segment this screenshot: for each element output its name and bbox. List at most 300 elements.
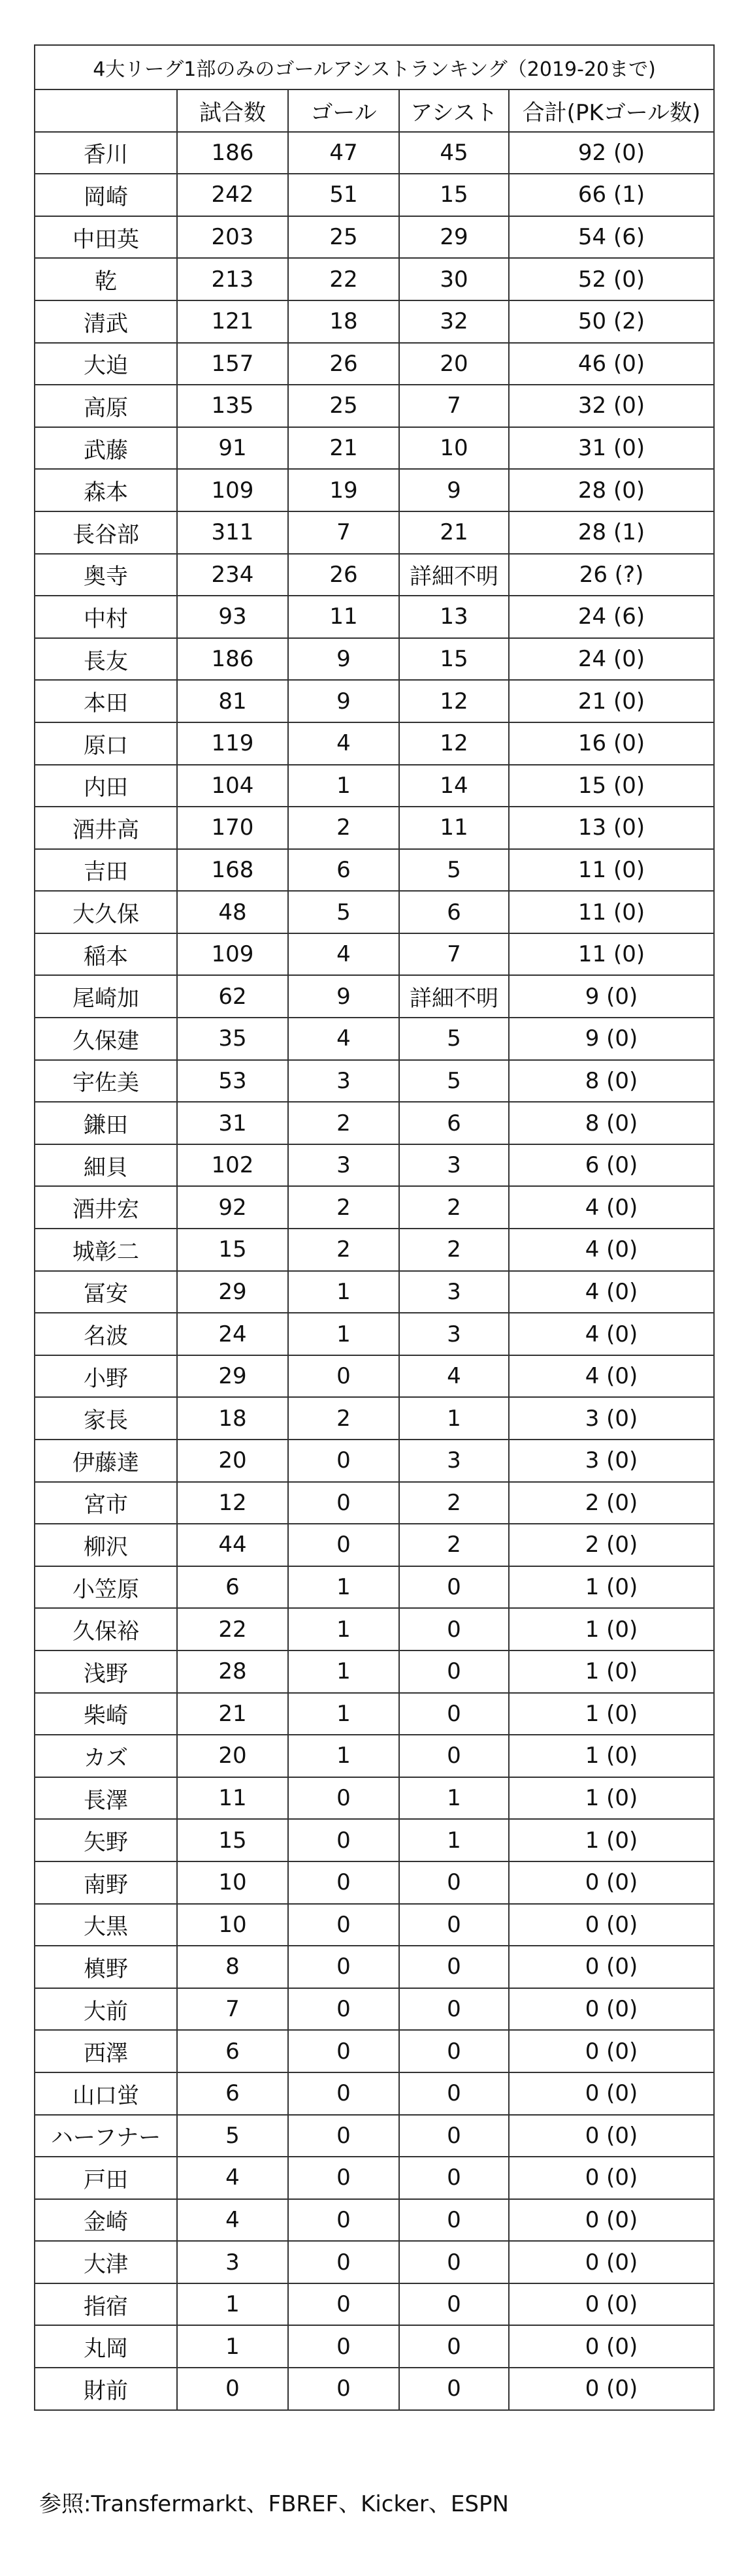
games-cell: 21 <box>177 1693 288 1735</box>
games-cell: 7 <box>177 1988 288 2031</box>
goals-cell: 1 <box>288 1608 399 1650</box>
goals-cell: 4 <box>288 933 399 976</box>
goals-cell: 6 <box>288 849 399 892</box>
table-row <box>35 1861 714 1904</box>
player-name-cell: 細貝 <box>35 1144 177 1187</box>
player-name-cell: 柳沢 <box>35 1524 177 1566</box>
player-name-cell: 奥寺 <box>35 554 177 596</box>
goals-cell: 7 <box>288 511 399 554</box>
goals-cell: 26 <box>288 343 399 385</box>
player-name-cell: 槙野 <box>35 1946 177 1988</box>
assists-cell: 0 <box>399 2325 509 2368</box>
goals-cell: 0 <box>288 2368 399 2410</box>
assists-cell: 14 <box>399 765 509 807</box>
player-name-cell: 伊藤達 <box>35 1440 177 1482</box>
total-cell: 31 (0) <box>509 427 714 470</box>
source-note: 参照:Transfermarkt、FBREF、Kicker、ESPN <box>39 2491 509 2517</box>
goals-cell: 0 <box>288 2030 399 2072</box>
player-name-cell: 宇佐美 <box>35 1060 177 1103</box>
player-name-cell: 久保建 <box>35 1018 177 1060</box>
games-cell: 4 <box>177 2157 288 2199</box>
player-name-cell: 大前 <box>35 1988 177 2031</box>
goals-cell: 1 <box>288 1650 399 1693</box>
games-cell: 22 <box>177 1608 288 1650</box>
games-cell: 109 <box>177 933 288 976</box>
table-row <box>35 638 714 681</box>
total-cell: 52 (0) <box>509 258 714 300</box>
table-row <box>35 258 714 300</box>
table-row <box>35 680 714 722</box>
assists-cell: 0 <box>399 2115 509 2157</box>
table-row <box>35 427 714 470</box>
games-cell: 4 <box>177 2199 288 2242</box>
total-cell: 28 (1) <box>509 511 714 554</box>
table-row <box>35 469 714 511</box>
table-row <box>35 2072 714 2115</box>
table-row <box>35 2325 714 2368</box>
games-cell: 6 <box>177 2072 288 2115</box>
ranking-table-container <box>34 44 713 2411</box>
goals-cell: 25 <box>288 216 399 259</box>
games-cell: 31 <box>177 1102 288 1144</box>
assists-cell: 4 <box>399 1355 509 1398</box>
total-cell: 4 (0) <box>509 1355 714 1398</box>
games-cell: 119 <box>177 722 288 765</box>
table-row <box>35 891 714 933</box>
games-cell: 12 <box>177 1482 288 1524</box>
goals-cell: 0 <box>288 2115 399 2157</box>
games-cell: 93 <box>177 596 288 638</box>
total-cell: 0 (0) <box>509 1861 714 1904</box>
goals-cell: 2 <box>288 1102 399 1144</box>
player-name-cell: 吉田 <box>35 849 177 892</box>
player-name-cell: 長谷部 <box>35 511 177 554</box>
total-cell: 2 (0) <box>509 1482 714 1524</box>
player-name-cell: 戸田 <box>35 2157 177 2199</box>
goals-cell: 22 <box>288 258 399 300</box>
games-cell: 53 <box>177 1060 288 1103</box>
table-row <box>35 1144 714 1187</box>
games-cell: 311 <box>177 511 288 554</box>
table-row <box>35 596 714 638</box>
goals-cell: 0 <box>288 1946 399 1988</box>
goals-cell: 3 <box>288 1144 399 1187</box>
table-row <box>35 1524 714 1566</box>
assists-cell: 0 <box>399 2283 509 2326</box>
table-row <box>35 216 714 259</box>
table-row <box>35 1777 714 1820</box>
header-name <box>35 89 177 132</box>
assists-cell: 0 <box>399 1861 509 1904</box>
total-cell: 24 (0) <box>509 638 714 681</box>
goals-cell: 2 <box>288 1397 399 1440</box>
player-name-cell: 山口蛍 <box>35 2072 177 2115</box>
games-cell: 168 <box>177 849 288 892</box>
header-row <box>35 89 714 132</box>
goals-cell: 0 <box>288 1819 399 1861</box>
header-games: 試合数 <box>177 89 288 132</box>
player-name-cell: 武藤 <box>35 427 177 470</box>
table-row <box>35 765 714 807</box>
games-cell: 234 <box>177 554 288 596</box>
goals-cell: 0 <box>288 1988 399 2031</box>
goals-cell: 1 <box>288 1566 399 1609</box>
games-cell: 1 <box>177 2325 288 2368</box>
assists-cell: 20 <box>399 343 509 385</box>
ranking-body <box>35 132 714 2410</box>
assists-cell: 1 <box>399 1777 509 1820</box>
assists-cell: 0 <box>399 2030 509 2072</box>
games-cell: 91 <box>177 427 288 470</box>
goals-cell: 26 <box>288 554 399 596</box>
goals-cell: 9 <box>288 638 399 681</box>
table-row <box>35 2283 714 2326</box>
table-row <box>35 1271 714 1313</box>
assists-cell: 45 <box>399 132 509 174</box>
assists-cell: 0 <box>399 2157 509 2199</box>
player-name-cell: 原口 <box>35 722 177 765</box>
games-cell: 10 <box>177 1904 288 1946</box>
assists-cell: 15 <box>399 174 509 216</box>
games-cell: 203 <box>177 216 288 259</box>
assists-cell: 10 <box>399 427 509 470</box>
total-cell: 2 (0) <box>509 1524 714 1566</box>
assists-cell: 2 <box>399 1186 509 1229</box>
assists-cell: 0 <box>399 1988 509 2031</box>
total-cell: 8 (0) <box>509 1102 714 1144</box>
player-name-cell: 小野 <box>35 1355 177 1398</box>
total-cell: 28 (0) <box>509 469 714 511</box>
table-row <box>35 1482 714 1524</box>
player-name-cell: 長友 <box>35 638 177 681</box>
games-cell: 170 <box>177 807 288 849</box>
goals-cell: 0 <box>288 1777 399 1820</box>
table-row <box>35 1313 714 1355</box>
total-cell: 0 (0) <box>509 1988 714 2031</box>
player-name-cell: 森本 <box>35 469 177 511</box>
games-cell: 109 <box>177 469 288 511</box>
total-cell: 11 (0) <box>509 891 714 933</box>
table-row <box>35 554 714 596</box>
games-cell: 20 <box>177 1440 288 1482</box>
assists-cell: 0 <box>399 2199 509 2242</box>
table-row <box>35 1650 714 1693</box>
games-cell: 92 <box>177 1186 288 1229</box>
total-cell: 3 (0) <box>509 1397 714 1440</box>
table-row <box>35 511 714 554</box>
player-name-cell: 鎌田 <box>35 1102 177 1144</box>
table-title: 4大リーグ1部のみのゴールアシストランキング（2019-20まで) <box>35 45 714 89</box>
total-cell: 6 (0) <box>509 1144 714 1187</box>
total-cell: 26 (?) <box>509 554 714 596</box>
assists-cell: 13 <box>399 596 509 638</box>
player-name-cell: 酒井高 <box>35 807 177 849</box>
table-row <box>35 1186 714 1229</box>
player-name-cell: 高原 <box>35 385 177 427</box>
table-row <box>35 132 714 174</box>
total-cell: 11 (0) <box>509 933 714 976</box>
table-row <box>35 1102 714 1144</box>
player-name-cell: 西澤 <box>35 2030 177 2072</box>
player-name-cell: 丸岡 <box>35 2325 177 2368</box>
games-cell: 186 <box>177 132 288 174</box>
assists-cell: 1 <box>399 1819 509 1861</box>
assists-cell: 21 <box>399 511 509 554</box>
games-cell: 213 <box>177 258 288 300</box>
player-name-cell: 金崎 <box>35 2199 177 2242</box>
table-row <box>35 849 714 892</box>
assists-cell: 0 <box>399 1904 509 1946</box>
total-cell: 0 (0) <box>509 2199 714 2242</box>
goals-cell: 1 <box>288 1735 399 1777</box>
games-cell: 11 <box>177 1777 288 1820</box>
games-cell: 20 <box>177 1735 288 1777</box>
table-row <box>35 300 714 343</box>
assists-cell: 3 <box>399 1271 509 1313</box>
games-cell: 0 <box>177 2368 288 2410</box>
table-row <box>35 1735 714 1777</box>
player-name-cell: 乾 <box>35 258 177 300</box>
total-cell: 1 (0) <box>509 1693 714 1735</box>
total-cell: 0 (0) <box>509 1946 714 1988</box>
total-cell: 4 (0) <box>509 1229 714 1271</box>
games-cell: 1 <box>177 2283 288 2326</box>
player-name-cell: 宮市 <box>35 1482 177 1524</box>
goals-cell: 2 <box>288 1186 399 1229</box>
games-cell: 135 <box>177 385 288 427</box>
table-row <box>35 343 714 385</box>
total-cell: 3 (0) <box>509 1440 714 1482</box>
games-cell: 121 <box>177 300 288 343</box>
player-name-cell: 財前 <box>35 2368 177 2410</box>
player-name-cell: 家長 <box>35 1397 177 1440</box>
assists-cell: 7 <box>399 385 509 427</box>
assists-cell: 0 <box>399 1566 509 1609</box>
player-name-cell: 浅野 <box>35 1650 177 1693</box>
goals-cell: 2 <box>288 1229 399 1271</box>
games-cell: 186 <box>177 638 288 681</box>
assists-cell: 7 <box>399 933 509 976</box>
title-row <box>35 45 714 89</box>
player-name-cell: 本田 <box>35 680 177 722</box>
goals-cell: 0 <box>288 2157 399 2199</box>
games-cell: 81 <box>177 680 288 722</box>
table-row <box>35 807 714 849</box>
total-cell: 24 (6) <box>509 596 714 638</box>
goals-cell: 21 <box>288 427 399 470</box>
games-cell: 157 <box>177 343 288 385</box>
player-name-cell: 岡崎 <box>35 174 177 216</box>
total-cell: 1 (0) <box>509 1566 714 1609</box>
player-name-cell: 南野 <box>35 1861 177 1904</box>
goals-cell: 3 <box>288 1060 399 1103</box>
games-cell: 6 <box>177 2030 288 2072</box>
assists-cell: 15 <box>399 638 509 681</box>
assists-cell: 11 <box>399 807 509 849</box>
goals-cell: 2 <box>288 807 399 849</box>
total-cell: 0 (0) <box>509 1904 714 1946</box>
games-cell: 5 <box>177 2115 288 2157</box>
table-row <box>35 722 714 765</box>
total-cell: 9 (0) <box>509 1018 714 1060</box>
goal-assist-ranking-table <box>34 44 715 2411</box>
table-row <box>35 2199 714 2242</box>
total-cell: 11 (0) <box>509 849 714 892</box>
games-cell: 24 <box>177 1313 288 1355</box>
player-name-cell: ハーフナー <box>35 2115 177 2157</box>
total-cell: 16 (0) <box>509 722 714 765</box>
goals-cell: 0 <box>288 1861 399 1904</box>
player-name-cell: 尾崎加 <box>35 975 177 1018</box>
total-cell: 66 (1) <box>509 174 714 216</box>
total-cell: 9 (0) <box>509 975 714 1018</box>
table-row <box>35 385 714 427</box>
total-cell: 1 (0) <box>509 1650 714 1693</box>
games-cell: 10 <box>177 1861 288 1904</box>
total-cell: 0 (0) <box>509 2072 714 2115</box>
games-cell: 15 <box>177 1819 288 1861</box>
table-row <box>35 1819 714 1861</box>
player-name-cell: 大久保 <box>35 891 177 933</box>
games-cell: 48 <box>177 891 288 933</box>
assists-cell: 2 <box>399 1524 509 1566</box>
total-cell: 4 (0) <box>509 1271 714 1313</box>
goals-cell: 0 <box>288 1355 399 1398</box>
goals-cell: 0 <box>288 1904 399 1946</box>
goals-cell: 0 <box>288 1524 399 1566</box>
goals-cell: 5 <box>288 891 399 933</box>
goals-cell: 19 <box>288 469 399 511</box>
goals-cell: 51 <box>288 174 399 216</box>
total-cell: 0 (0) <box>509 2157 714 2199</box>
total-cell: 1 (0) <box>509 1819 714 1861</box>
assists-cell: 3 <box>399 1313 509 1355</box>
assists-cell: 12 <box>399 680 509 722</box>
games-cell: 29 <box>177 1355 288 1398</box>
player-name-cell: カズ <box>35 1735 177 1777</box>
goals-cell: 25 <box>288 385 399 427</box>
player-name-cell: 長澤 <box>35 1777 177 1820</box>
total-cell: 0 (0) <box>509 2030 714 2072</box>
table-row <box>35 1440 714 1482</box>
assists-cell: 0 <box>399 1735 509 1777</box>
header-assists: アシスト <box>399 89 509 132</box>
assists-cell: 0 <box>399 1693 509 1735</box>
player-name-cell: 中村 <box>35 596 177 638</box>
player-name-cell: 冨安 <box>35 1271 177 1313</box>
goals-cell: 0 <box>288 2241 399 2283</box>
header-total: 合計(PKゴール数) <box>509 89 714 132</box>
assists-cell: 5 <box>399 1060 509 1103</box>
total-cell: 0 (0) <box>509 2241 714 2283</box>
assists-cell: 詳細不明 <box>399 554 509 596</box>
table-row <box>35 1608 714 1650</box>
goals-cell: 9 <box>288 680 399 722</box>
assists-cell: 0 <box>399 1650 509 1693</box>
table-row <box>35 2115 714 2157</box>
table-row <box>35 1693 714 1735</box>
goals-cell: 0 <box>288 1440 399 1482</box>
header-goals: ゴール <box>288 89 399 132</box>
goals-cell: 47 <box>288 132 399 174</box>
assists-cell: 2 <box>399 1229 509 1271</box>
games-cell: 104 <box>177 765 288 807</box>
total-cell: 8 (0) <box>509 1060 714 1103</box>
table-row <box>35 1397 714 1440</box>
goals-cell: 1 <box>288 1271 399 1313</box>
assists-cell: 0 <box>399 2072 509 2115</box>
assists-cell: 9 <box>399 469 509 511</box>
total-cell: 4 (0) <box>509 1186 714 1229</box>
assists-cell: 3 <box>399 1440 509 1482</box>
player-name-cell: 小笠原 <box>35 1566 177 1609</box>
assists-cell: 5 <box>399 1018 509 1060</box>
goals-cell: 0 <box>288 1482 399 1524</box>
table-row <box>35 1946 714 1988</box>
assists-cell: 詳細不明 <box>399 975 509 1018</box>
player-name-cell: 大迫 <box>35 343 177 385</box>
assists-cell: 29 <box>399 216 509 259</box>
assists-cell: 32 <box>399 300 509 343</box>
table-row <box>35 2157 714 2199</box>
assists-cell: 30 <box>399 258 509 300</box>
player-name-cell: 稲本 <box>35 933 177 976</box>
total-cell: 1 (0) <box>509 1735 714 1777</box>
total-cell: 32 (0) <box>509 385 714 427</box>
player-name-cell: 中田英 <box>35 216 177 259</box>
total-cell: 4 (0) <box>509 1313 714 1355</box>
total-cell: 15 (0) <box>509 765 714 807</box>
table-row <box>35 975 714 1018</box>
assists-cell: 5 <box>399 849 509 892</box>
goals-cell: 0 <box>288 2072 399 2115</box>
table-row <box>35 2368 714 2410</box>
goals-cell: 11 <box>288 596 399 638</box>
games-cell: 102 <box>177 1144 288 1187</box>
assists-cell: 1 <box>399 1397 509 1440</box>
goals-cell: 0 <box>288 2283 399 2326</box>
player-name-cell: 香川 <box>35 132 177 174</box>
games-cell: 242 <box>177 174 288 216</box>
player-name-cell: 清武 <box>35 300 177 343</box>
table-row <box>35 1018 714 1060</box>
assists-cell: 0 <box>399 1946 509 1988</box>
games-cell: 15 <box>177 1229 288 1271</box>
table-row <box>35 2241 714 2283</box>
assists-cell: 0 <box>399 2241 509 2283</box>
total-cell: 13 (0) <box>509 807 714 849</box>
table-row <box>35 1229 714 1271</box>
table-row <box>35 1988 714 2031</box>
assists-cell: 3 <box>399 1144 509 1187</box>
player-name-cell: 矢野 <box>35 1819 177 1861</box>
player-name-cell: 名波 <box>35 1313 177 1355</box>
goals-cell: 0 <box>288 2325 399 2368</box>
player-name-cell: 酒井宏 <box>35 1186 177 1229</box>
total-cell: 50 (2) <box>509 300 714 343</box>
total-cell: 92 (0) <box>509 132 714 174</box>
player-name-cell: 内田 <box>35 765 177 807</box>
games-cell: 6 <box>177 1566 288 1609</box>
goals-cell: 1 <box>288 1693 399 1735</box>
table-row <box>35 933 714 976</box>
goals-cell: 18 <box>288 300 399 343</box>
games-cell: 62 <box>177 975 288 1018</box>
player-name-cell: 柴崎 <box>35 1693 177 1735</box>
goals-cell: 1 <box>288 1313 399 1355</box>
goals-cell: 4 <box>288 722 399 765</box>
assists-cell: 6 <box>399 891 509 933</box>
